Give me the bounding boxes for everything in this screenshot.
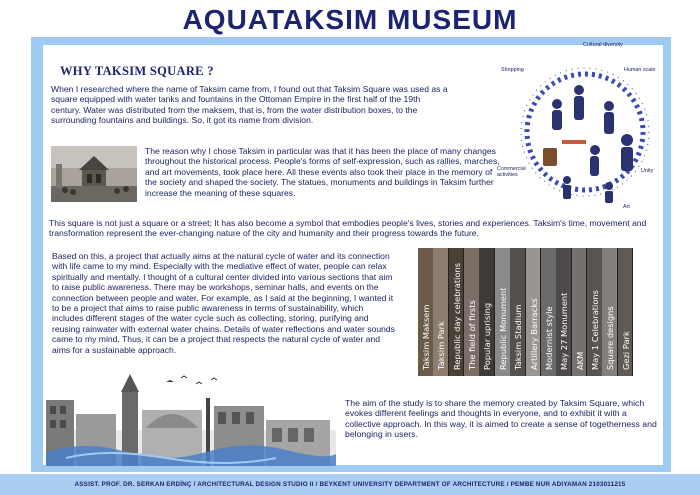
historic-photo <box>51 146 137 202</box>
label-shopping: Shopping <box>501 67 524 73</box>
symbol-paragraph: This square is not just a square or a street; It has also become a symbol that embodies people's lives, stories and experiences. Taksim's time, movement and transformation represent the ever-changing nature of the city and humanity and their progress towards the future. <box>49 218 647 239</box>
timeline-strip-label: Modernist style <box>543 306 554 370</box>
timeline-strip-label: Taksim Maksem <box>421 304 431 370</box>
main-title: AQUATAKSIM MUSEUM <box>182 4 518 35</box>
timeline-strip-label: Gezi Park <box>620 331 631 370</box>
timeline-strip <box>526 248 541 376</box>
timeline-strip <box>572 248 587 376</box>
label-commercial: Commercial activities <box>497 166 526 178</box>
timeline-strip-label: Taksim Stadium <box>513 304 524 370</box>
timeline-strip-label: Taksim Park <box>436 321 447 370</box>
timeline-strip <box>479 248 494 376</box>
timeline-strip <box>464 248 479 376</box>
taksim-collage <box>46 370 336 466</box>
project-paragraph: Based on this, a project that actually aims at the natural cycle of water and its connection with life came to my mind. Especially with the mediative effect of water, people can relax spiritually and mentally. I thought of a cultural center divided into various sections that aim to raise public awareness. There may be workshops, seminar halls, and events on the connection between people and water. For example, as I said at the beginning, I wanted it to be a project that aims to raise public awareness in terms of sustainability, which includes different stages of the water cycle such as collecting, storing, purifying and reusing rainwater with external water chains. Details of water reflections and water sounds came to my mind. Thus, it can be a project that respects the natural cycle of water and aims for a sustainable approach. <box>52 251 395 355</box>
timeline-strip <box>418 248 433 376</box>
timeline-strip <box>510 248 525 376</box>
timeline-strip <box>449 248 464 376</box>
timeline-strip <box>541 248 556 376</box>
timeline-strip-label: Republic Monument <box>497 287 508 370</box>
footer-credits: ASSIST. PROF. DR. SERKAN ERDİNÇ / ARCHITECTURAL DESIGN STUDIO II / BEYKENT UNIVERSITY DEPARTMENT OF ARCHITECTURE / PEMBE NUR ADIYAMAN 2103011215 <box>74 481 626 488</box>
label-human-scale: Human scale <box>624 67 656 73</box>
section-title: WHY TAKSIM SQUARE ? <box>60 64 214 78</box>
timeline-strip-label: Artillery Barracks <box>528 298 539 370</box>
timeline-strip-label: May 27 Monument <box>559 292 570 370</box>
values-diagram <box>497 40 672 218</box>
timeline-strip <box>602 248 617 376</box>
timeline-strips <box>418 248 633 376</box>
timeline-strip <box>495 248 510 376</box>
timeline-strip-label: The field of firsts <box>467 300 478 370</box>
label-unity: Unity <box>641 168 654 174</box>
aim-paragraph: The aim of the study is to share the memory created by Taksim Square, which evokes different feelings and thoughts in everyone, and to exhibit it with a collective approach. In this way, it is aimed to create a sense of togetherness and belonging in users. <box>345 398 657 440</box>
history-paragraph: The reason why I chose Taksim in particular was that it has been the place of many changes throughout the historical process. People's forms of self-expression, such as rallies, marches, and art movements, took place here. All these events also took their place in the memory of the society and shaped the society. The statues, monuments and buildings in Taksim further increase the meaning of these squares. <box>145 146 500 198</box>
timeline-strip-label: AKM <box>574 351 585 370</box>
timeline-strip-label: Republic day celebrations <box>451 262 462 370</box>
intro-paragraph: When I researched where the name of Taksim came from, I found out that Taksim Square was used as a square equipped with water tanks and fountains in the Ottoman Empire in the first half of the 19th century. Water was distributed from the maksem, that is, from the water distribution boxes, to the surrounding fountains and buildings. So, it got its name from division. <box>51 84 448 126</box>
timeline-strip <box>618 248 633 376</box>
label-cultural-diversity: Cultural diversity <box>583 42 623 48</box>
timeline-strip <box>587 248 602 376</box>
timeline-strip <box>433 248 448 376</box>
timeline-strip-label: Square designs <box>605 306 616 370</box>
timeline-strip <box>556 248 571 376</box>
timeline-strip-label: Popular uprising <box>482 302 493 370</box>
label-art: Art <box>623 204 630 210</box>
timeline-strip-label: May 1 Celebrations <box>589 290 600 370</box>
